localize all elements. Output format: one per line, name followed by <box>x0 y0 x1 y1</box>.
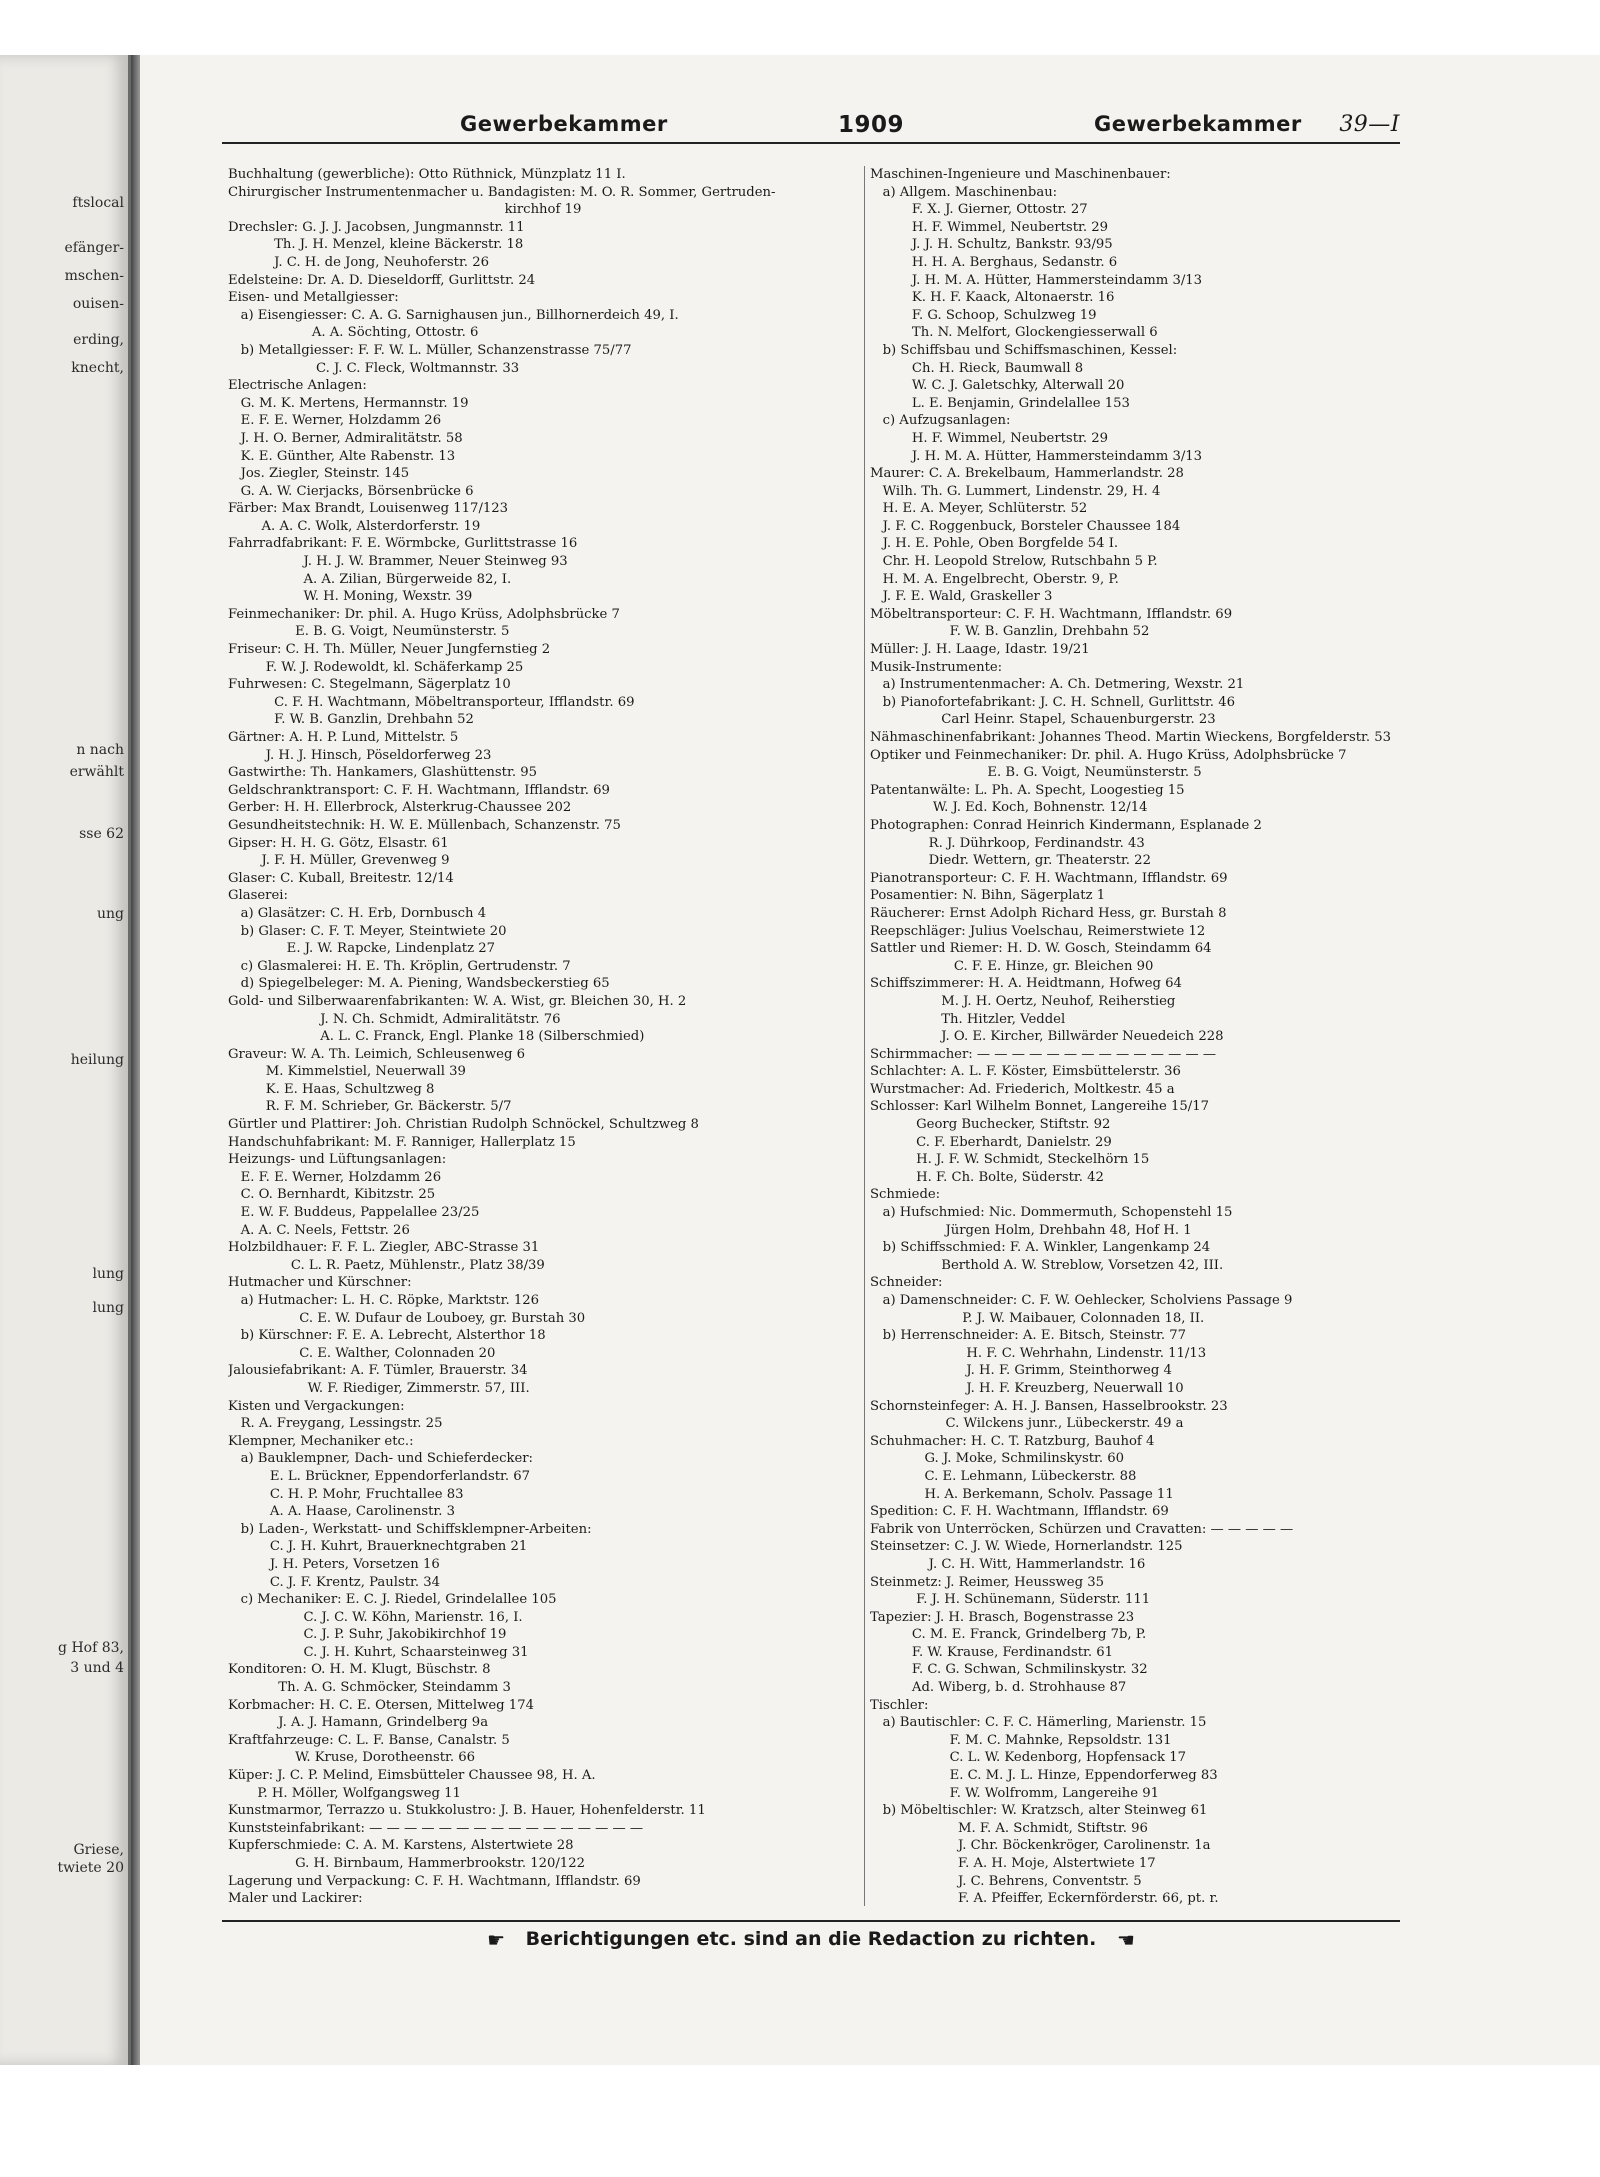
directory-entry: Nähmaschinenfabrikant: Johannes Theod. Martin Wieckens, Borgfelderstr. 53 <box>870 730 1392 745</box>
directory-entry: J. H. J. Hinsch, Pöseldorferweg 23 <box>228 747 492 763</box>
directory-entry: Tischler: <box>870 1697 929 1713</box>
directory-entry: J. N. Ch. Schmidt, Admiralitätstr. 76 <box>228 1011 561 1027</box>
directory-entry: kirchhof 19 <box>228 202 582 218</box>
directory-entry: C. J. C. W. Köhn, Marienstr. 16, I. <box>228 1609 523 1625</box>
directory-entry: W. C. J. Galetschky, Alterwall 20 <box>870 378 1125 394</box>
directory-entry: c) Glasmalerei: H. E. Th. Kröplin, Gertrudenstr. 7 <box>228 958 571 974</box>
directory-entry: E. F. E. Werner, Holzdamm 26 <box>228 1169 442 1185</box>
directory-entry: Spedition: C. F. H. Wachtmann, Ifflandstr. 69 <box>870 1504 1169 1520</box>
directory-entry: Friseur: C. H. Th. Müller, Neuer Jungfernstieg 2 <box>228 642 551 658</box>
directory-entry: Graveur: W. A. Th. Leimich, Schleusenweg 6 <box>228 1046 525 1062</box>
directory-entry: b) Schiffsbau und Schiffsmaschinen, Kessel: <box>870 342 1178 358</box>
header-left-title: Gewerbekammer <box>460 112 668 136</box>
directory-entry: J. F. H. Müller, Grevenweg 9 <box>228 853 450 869</box>
margin-fragment: 3 und 4 <box>70 1660 124 1676</box>
directory-entry: Th. A. G. Schmöcker, Steindamm 3 <box>228 1680 511 1696</box>
directory-entry: Kraftfahrzeuge: C. L. F. Banse, Canalstr. 5 <box>228 1732 510 1748</box>
directory-entry: C. J. P. Suhr, Jakobikirchhof 19 <box>228 1627 507 1643</box>
directory-entry: R. J. Dührkoop, Ferdinandstr. 43 <box>870 835 1145 851</box>
directory-entry: Gesundheitstechnik: H. W. E. Müllenbach, Schanzenstr. 75 <box>228 817 621 833</box>
margin-fragment: knecht, <box>71 360 124 376</box>
directory-entry: J. H. M. A. Hütter, Hammersteindamm 3/13 <box>870 448 1203 464</box>
margin-fragment: ouisen- <box>72 296 124 312</box>
pointing-hand-icon: ☛ <box>487 1928 506 1952</box>
margin-fragment: ftslocal <box>72 195 124 211</box>
directory-entry: R. F. M. Schrieber, Gr. Bäckerstr. 5/7 <box>228 1099 512 1115</box>
directory-entry: A. L. C. Franck, Engl. Planke 18 (Silberschmied) <box>228 1029 645 1045</box>
directory-entry: Schlachter: A. L. F. Köster, Eimsbüttelerstr. 36 <box>870 1064 1181 1080</box>
directory-entry: Tapezier: J. H. Brasch, Bogenstrasse 23 <box>870 1609 1135 1625</box>
margin-fragment: sse 62 <box>79 826 124 842</box>
directory-entry: Schuhmacher: H. C. T. Ratzburg, Bauhof 4 <box>870 1433 1155 1449</box>
directory-entry: J. H. O. Berner, Admiralitätstr. 58 <box>228 430 463 446</box>
directory-entry: Buchhaltung (gewerbliche): Otto Rüthnick, Münzplatz 11 I. <box>228 167 626 182</box>
page-number: 39—I <box>1339 112 1400 137</box>
margin-fragment: heilung <box>70 1052 124 1068</box>
directory-entry: Jürgen Holm, Drehbahn 48, Hof H. 1 <box>870 1222 1192 1238</box>
directory-entry: A. A. C. Wolk, Alsterdorferstr. 19 <box>228 518 481 534</box>
directory-entry: Möbeltransporteur: C. F. H. Wachtmann, Ifflandstr. 69 <box>870 606 1233 622</box>
directory-entry: b) Laden-, Werkstatt- und Schiffsklempner-Arbeiten: <box>228 1521 592 1537</box>
pointing-hand-icon: ☚ <box>1116 1928 1135 1952</box>
directory-entry: b) Herrenschneider: A. E. Bitsch, Steinstr. 77 <box>870 1328 1187 1344</box>
directory-entry: a) Damenschneider: C. F. W. Oehlecker, Scholviens Passage 9 <box>870 1293 1293 1308</box>
directory-entry: C. O. Bernhardt, Kibitzstr. 25 <box>228 1187 436 1203</box>
directory-entry: C. J. C. Fleck, Woltmannstr. 33 <box>228 360 520 376</box>
directory-entry: Handschuhfabrikant: M. F. Ranniger, Hallerplatz 15 <box>228 1134 576 1150</box>
directory-entry: Diedr. Wettern, gr. Theaterstr. 22 <box>870 853 1151 869</box>
directory-entry: a) Bauklempner, Dach- und Schieferdecker: <box>228 1451 533 1467</box>
directory-entry: Müller: J. H. Laage, Idastr. 19/21 <box>870 642 1090 658</box>
directory-entry: L. E. Benjamin, Grindelallee 153 <box>870 395 1130 411</box>
directory-entry: Gerber: H. H. Ellerbrock, Alsterkrug-Chaussee 202 <box>228 800 572 816</box>
directory-entry: C. E. Walther, Colonnaden 20 <box>228 1345 496 1361</box>
directory-entry: Posamentier: N. Bihn, Sägerplatz 1 <box>870 888 1106 904</box>
directory-entry: J. H. J. W. Brammer, Neuer Steinweg 93 <box>228 554 568 570</box>
directory-entry: W. F. Riediger, Zimmerstr. 57, III. <box>228 1380 530 1396</box>
directory-entry: J. H. M. A. Hütter, Hammersteindamm 3/13 <box>870 272 1203 288</box>
directory-entry: Carl Heinr. Stapel, Schauenburgerstr. 23 <box>870 712 1216 728</box>
directory-entry: Musik-Instrumente: <box>870 659 1003 675</box>
directory-entry: Jalousiefabrikant: A. F. Tümler, Brauerstr. 34 <box>228 1363 528 1379</box>
directory-entry: J. J. H. Schultz, Bankstr. 93/95 <box>870 237 1113 253</box>
previous-page-margin <box>0 55 131 2065</box>
directory-entry: G. H. Birnbaum, Hammerbrookstr. 120/122 <box>228 1856 585 1871</box>
directory-entry: Sattler und Riemer: H. D. W. Gosch, Steindamm 64 <box>870 941 1212 957</box>
directory-entry: Fabrik von Unterröcken, Schürzen und Cravatten: — — — — — <box>870 1521 1294 1537</box>
directory-entry: M. J. H. Oertz, Neuhof, Reiherstieg <box>870 993 1176 1009</box>
directory-entry: Kunststeinfabrikant: — — — — — — — — — — — — — — — — <box>228 1820 644 1836</box>
directory-entry: J. C. Behrens, Conventstr. 5 <box>870 1873 1142 1889</box>
directory-entry: H. M. A. Engelbrecht, Oberstr. 9, P. <box>870 571 1119 587</box>
directory-entry: E. B. G. Voigt, Neumünsterstr. 5 <box>228 624 510 640</box>
margin-fragment: g Hof 83, <box>58 1640 124 1656</box>
margin-fragment: Griese, <box>73 1842 124 1858</box>
directory-entry: F. X. J. Gierner, Ottostr. 27 <box>870 202 1088 218</box>
directory-entry: b) Schiffsschmied: F. A. Winkler, Langenkamp 24 <box>870 1240 1211 1256</box>
margin-fragment: erwählt <box>69 764 124 780</box>
directory-entry: F. W. Wolfromm, Langereihe 91 <box>870 1785 1160 1801</box>
directory-entry: P. H. Möller, Wolfgangsweg 11 <box>228 1785 461 1801</box>
directory-entry: b) Pianofortefabrikant: J. C. H. Schnell, Gurlittstr. 46 <box>870 694 1235 710</box>
directory-entry: F. C. G. Schwan, Schmilinskystr. 32 <box>870 1662 1148 1678</box>
directory-entry: Maurer: C. A. Brekelbaum, Hammerlandstr. 28 <box>870 466 1184 482</box>
directory-entry: Schlosser: Karl Wilhelm Bonnet, Langereihe 15/17 <box>870 1099 1210 1115</box>
directory-entry: Steinsetzer: C. J. W. Wiede, Hornerlandstr. 125 <box>870 1539 1183 1555</box>
directory-entry: J. C. H. de Jong, Neuhoferstr. 26 <box>228 254 489 270</box>
directory-entry: Georg Buchecker, Stiftstr. 92 <box>870 1117 1111 1133</box>
directory-entry: Reepschläger: Julius Voelschau, Reimerstwiete 12 <box>870 923 1206 939</box>
directory-entry: Chr. H. Leopold Strelow, Rutschbahn 5 P. <box>870 554 1158 570</box>
directory-entry: Maler und Lackirer: <box>228 1891 363 1906</box>
directory-entry: G. M. K. Mertens, Hermannstr. 19 <box>228 395 469 411</box>
directory-entry: F. G. Schoop, Schulzweg 19 <box>870 307 1097 323</box>
directory-entry: Jos. Ziegler, Steinstr. 145 <box>228 466 410 482</box>
directory-entry: Th. J. H. Menzel, kleine Bäckerstr. 18 <box>228 237 524 253</box>
directory-entry: J. H. F. Grimm, Steinthorweg 4 <box>870 1363 1172 1379</box>
directory-entry: H. F. C. Wehrhahn, Lindenstr. 11/13 <box>870 1345 1207 1361</box>
directory-entry: Kisten und Vergackungen: <box>228 1398 405 1414</box>
directory-entry: Glaserei: <box>228 888 288 904</box>
directory-entry: H. F. Wimmel, Neubertstr. 29 <box>870 430 1109 446</box>
directory-entry: Feinmechaniker: Dr. phil. A. Hugo Krüss, Adolphsbrücke 7 <box>228 606 620 622</box>
directory-entry: C. J. F. Krentz, Paulstr. 34 <box>228 1574 441 1590</box>
directory-entry: Lagerung und Verpackung: C. F. H. Wachtmann, Ifflandstr. 69 <box>228 1873 641 1889</box>
directory-entry: J. Chr. Böckenkröger, Carolinenstr. 1a <box>870 1838 1211 1854</box>
margin-fragment: ung <box>97 906 124 922</box>
column-divider <box>864 166 865 1906</box>
directory-entry: Heizungs- und Lüftungsanlagen: <box>228 1152 447 1168</box>
directory-entry: W. J. Ed. Koch, Bohnenstr. 12/14 <box>870 800 1148 816</box>
directory-entry: P. J. W. Maibauer, Colonnaden 18, II. <box>870 1310 1205 1326</box>
footer-rule <box>222 1920 1400 1922</box>
directory-entry: Gold- und Silberwaarenfabrikanten: W. A. Wist, gr. Bleichen 30, H. 2 <box>228 993 687 1009</box>
directory-entry: E. F. E. Werner, Holzdamm 26 <box>228 413 442 429</box>
directory-entry: C. M. E. Franck, Grindelberg 7b, P. <box>870 1627 1147 1643</box>
directory-entry: E. W. F. Buddeus, Pappelallee 23/25 <box>228 1205 480 1221</box>
directory-entry: Kunstmarmor, Terrazzo u. Stukkolustro: J. B. Hauer, Hohenfelderstr. 11 <box>228 1803 706 1819</box>
directory-entry: Electrische Anlagen: <box>228 378 367 394</box>
directory-entry: Steinmetz: J. Reimer, Heussweg 35 <box>870 1574 1105 1590</box>
directory-entry: Berthold A. W. Streblow, Vorsetzen 42, III. <box>870 1257 1224 1273</box>
directory-entry: Geldschranktransport: C. F. H. Wachtmann, Ifflandstr. 69 <box>228 782 610 798</box>
left-column <box>228 166 850 1906</box>
directory-entry: Ch. H. Rieck, Baumwall 8 <box>870 360 1084 376</box>
directory-entry: a) Eisengiesser: C. A. G. Sarnighausen jun., Billhornerdeich 49, I. <box>228 307 679 323</box>
book-spine <box>131 55 140 2065</box>
directory-entry: F. M. C. Mahnke, Repsoldstr. 131 <box>870 1732 1172 1748</box>
right-column <box>870 166 1400 1906</box>
directory-entry: A. A. Haase, Carolinenstr. 3 <box>228 1504 456 1520</box>
header-right-title: Gewerbekammer <box>1094 112 1302 136</box>
directory-entry: W. H. Moning, Wexstr. 39 <box>228 589 473 605</box>
directory-entry: Gärtner: A. H. P. Lund, Mittelstr. 5 <box>228 730 459 745</box>
margin-fragment: n nach <box>76 742 124 758</box>
directory-entry: Holzbildhauer: F. F. L. Ziegler, ABC-Strasse 31 <box>228 1240 540 1256</box>
directory-entry: b) Metallgiesser: F. F. W. L. Müller, Schanzenstrasse 75/77 <box>228 342 632 358</box>
directory-entry: C. F. H. Wachtmann, Möbeltransporteur, Ifflandstr. 69 <box>228 694 635 710</box>
directory-entry: Fuhrwesen: C. Stegelmann, Sägerplatz 10 <box>228 677 511 693</box>
directory-entry: C. J. H. Kuhrt, Brauerknechtgraben 21 <box>228 1539 528 1555</box>
directory-entry: F. W. B. Ganzlin, Drehbahn 52 <box>870 624 1150 640</box>
directory-entry: C. E. Lehmann, Lübeckerstr. 88 <box>870 1468 1137 1484</box>
directory-entry: H. A. Berkemann, Scholv. Passage 11 <box>870 1486 1174 1502</box>
directory-entry: Räucherer: Ernst Adolph Richard Hess, gr. Burstah 8 <box>870 905 1227 921</box>
directory-entry: M. F. A. Schmidt, Stiftstr. 96 <box>870 1820 1148 1836</box>
directory-entry: J. H. Peters, Vorsetzen 16 <box>228 1556 440 1572</box>
directory-entry: E. L. Brückner, Eppendorferlandstr. 67 <box>228 1468 531 1484</box>
directory-entry: Färber: Max Brandt, Louisenweg 117/123 <box>228 501 509 517</box>
directory-entry: J. O. E. Kircher, Billwärder Neuedeich 228 <box>870 1029 1224 1045</box>
directory-entry: F. W. B. Ganzlin, Drehbahn 52 <box>228 712 474 728</box>
margin-fragment: erding, <box>73 332 124 348</box>
directory-entry: a) Glasätzer: C. H. Erb, Dornbusch 4 <box>228 905 487 921</box>
margin-fragment: twiete 20 <box>57 1860 124 1876</box>
directory-entry: C. F. E. Hinze, gr. Bleichen 90 <box>870 958 1154 974</box>
directory-entry: c) Aufzugsanlagen: <box>870 413 1011 429</box>
directory-entry: Schiffszimmerer: H. A. Heidtmann, Hofweg 64 <box>870 976 1182 992</box>
directory-entry: J. C. H. Witt, Hammerlandstr. 16 <box>870 1556 1146 1572</box>
directory-entry: E. J. W. Rapcke, Lindenplatz 27 <box>228 941 496 957</box>
directory-entry: G. A. W. Cierjacks, Börsenbrücke 6 <box>228 483 474 499</box>
directory-entry: Optiker und Feinmechaniker: Dr. phil. A. Hugo Krüss, Adolphsbrücke 7 <box>870 747 1347 763</box>
directory-entry: Photographen: Conrad Heinrich Kindermann, Esplanade 2 <box>870 817 1262 833</box>
directory-entry: A. A. C. Neels, Fettstr. 26 <box>228 1222 410 1238</box>
directory-entry: C. Wilckens junr., Lübeckerstr. 49 a <box>870 1416 1184 1432</box>
directory-entry: F. A. Pfeiffer, Eckernförderstr. 66, pt. r. <box>870 1891 1219 1906</box>
page-header <box>222 112 1400 144</box>
directory-entry: E. B. G. Voigt, Neumünsterstr. 5 <box>870 765 1202 781</box>
directory-entry: J. H. F. Kreuzberg, Neuerwall 10 <box>870 1380 1184 1396</box>
directory-entry: Ad. Wiberg, b. d. Strohhause 87 <box>870 1680 1127 1696</box>
directory-entry: d) Spiegelbeleger: M. A. Piening, Wandsbeckerstieg 65 <box>228 976 610 992</box>
footer-note-text: Berichtigungen etc. sind an die Redaction zu richten. <box>525 1928 1097 1950</box>
directory-entry: Klempner, Mechaniker etc.: <box>228 1433 414 1449</box>
directory-entry: K. H. F. Kaack, Altonaerstr. 16 <box>870 290 1115 306</box>
directory-entry: Drechsler: G. J. J. Jacobsen, Jungmannstr. 11 <box>228 219 525 235</box>
directory-entry: b) Kürschner: F. E. A. Lebrecht, Alsterthor 18 <box>228 1328 546 1344</box>
directory-entry: a) Instrumentenmacher: A. Ch. Detmering, Wexstr. 21 <box>870 677 1245 693</box>
directory-entry: Schmiede: <box>870 1187 941 1203</box>
directory-entry: Maschinen-Ingenieure und Maschinenbauer: <box>870 167 1171 182</box>
directory-entry: C. E. W. Dufaur de Louboey, gr. Burstah 30 <box>228 1310 586 1326</box>
directory-entry: Gastwirthe: Th. Hankamers, Glashüttenstr. 95 <box>228 765 538 781</box>
directory-entry: Schirmmacher: — — — — — — — — — — — — — — <box>870 1046 1217 1062</box>
directory-entry: b) Glaser: C. F. T. Meyer, Steintwiete 20 <box>228 923 507 939</box>
directory-entry: Schornsteinfeger: A. H. J. Bansen, Hasselbrookstr. 23 <box>870 1398 1228 1414</box>
directory-entry: W. Kruse, Dorotheenstr. 66 <box>228 1750 476 1766</box>
directory-entry: Th. Hitzler, Veddel <box>870 1011 1066 1027</box>
directory-entry: H. F. Ch. Bolte, Süderstr. 42 <box>870 1169 1104 1185</box>
directory-entry: Wurstmacher: Ad. Friederich, Moltkestr. 45 a <box>870 1081 1175 1097</box>
directory-entry: Küper: J. C. P. Melind, Eimsbütteler Chaussee 98, H. A. <box>228 1768 596 1784</box>
directory-entry: a) Hufschmied: Nic. Dommermuth, Schopenstehl 15 <box>870 1205 1233 1221</box>
directory-entry: Edelsteine: Dr. A. D. Dieseldorff, Gurlittstr. 24 <box>228 272 536 288</box>
directory-entry: a) Allgem. Maschinenbau: <box>870 184 1058 200</box>
directory-entry: Gipser: H. H. G. Götz, Elsastr. 61 <box>228 835 449 851</box>
directory-entry: C. H. P. Mohr, Fruchtallee 83 <box>228 1486 464 1502</box>
directory-entry: Korbmacher: H. C. E. Otersen, Mittelweg 174 <box>228 1697 534 1713</box>
directory-entry: H. F. Wimmel, Neubertstr. 29 <box>870 219 1109 235</box>
directory-entry: A. A. Söchting, Ottostr. 6 <box>228 325 479 341</box>
directory-entry: Hutmacher und Kürschner: <box>228 1275 412 1291</box>
directory-entry: Konditoren: O. H. M. Klugt, Büschstr. 8 <box>228 1662 491 1678</box>
directory-entry: K. E. Günther, Alte Rabenstr. 13 <box>228 448 456 464</box>
directory-entry: Fahrradfabrikant: F. E. Wörmbcke, Gurlittstrasse 16 <box>228 536 578 552</box>
directory-entry: H. J. F. W. Schmidt, Steckelhörn 15 <box>870 1152 1150 1168</box>
margin-fragment: lung <box>92 1300 124 1316</box>
directory-entry: Wilh. Th. G. Lummert, Lindenstr. 29, H. 4 <box>870 483 1161 499</box>
directory-entry: M. Kimmelstiel, Neuerwall 39 <box>228 1064 466 1080</box>
margin-fragment: lung <box>92 1266 124 1282</box>
directory-entry: C. L. R. Paetz, Mühlenstr., Platz 38/39 <box>228 1257 545 1273</box>
directory-entry: C. J. H. Kuhrt, Schaarsteinweg 31 <box>228 1644 529 1660</box>
directory-entry: Th. N. Melfort, Glockengiesserwall 6 <box>870 325 1158 341</box>
directory-entry: F. A. H. Moje, Alstertwiete 17 <box>870 1856 1156 1871</box>
directory-entry: J. F. E. Wald, Graskeller 3 <box>870 589 1053 605</box>
directory-entry: b) Möbeltischler: W. Kratzsch, alter Steinweg 61 <box>870 1803 1208 1819</box>
margin-fragment: efänger- <box>64 240 124 256</box>
directory-entry: E. C. M. J. L. Hinze, Eppendorferweg 83 <box>870 1768 1218 1784</box>
directory-entry: K. E. Haas, Schultzweg 8 <box>228 1081 435 1097</box>
directory-entry: Schneider: <box>870 1275 943 1291</box>
directory-entry: F. W. J. Rodewoldt, kl. Schäferkamp 25 <box>228 659 524 675</box>
directory-entry: F. W. Krause, Ferdinandstr. 61 <box>870 1644 1114 1660</box>
directory-entry: F. J. H. Schünemann, Süderstr. 111 <box>870 1592 1151 1608</box>
directory-entry: a) Bautischler: C. F. C. Hämerling, Marienstr. 15 <box>870 1715 1207 1731</box>
directory-entry: Chirurgischer Instrumentenmacher u. Bandagisten: M. O. R. Sommer, Gertruden- <box>228 184 776 200</box>
directory-entry: H. H. A. Berghaus, Sedanstr. 6 <box>870 254 1118 270</box>
directory-entry: G. J. Moke, Schmilinskystr. 60 <box>870 1451 1125 1467</box>
directory-entry: a) Hutmacher: L. H. C. Röpke, Marktstr. 126 <box>228 1293 540 1308</box>
footer <box>222 1928 1400 1952</box>
directory-entry: c) Mechaniker: E. C. J. Riedel, Grindelallee 105 <box>228 1592 557 1608</box>
directory-entry: Patentanwälte: L. Ph. A. Specht, Loogestieg 15 <box>870 782 1185 798</box>
margin-fragment: mschen- <box>64 268 124 284</box>
directory-entry: C. F. Eberhardt, Danielstr. 29 <box>870 1134 1112 1150</box>
header-year: 1909 <box>838 112 905 138</box>
directory-entry: J. A. J. Hamann, Grindelberg 9a <box>228 1715 489 1731</box>
directory-entry: Pianotransporteur: C. F. H. Wachtmann, Ifflandstr. 69 <box>870 870 1228 886</box>
directory-entry: Eisen- und Metallgiesser: <box>228 290 399 306</box>
directory-entry: Glaser: C. Kuball, Breitestr. 12/14 <box>228 870 454 886</box>
directory-entry: R. A. Freygang, Lessingstr. 25 <box>228 1416 443 1432</box>
directory-entry: A. A. Zilian, Bürgerweide 82, I. <box>228 571 512 587</box>
directory-entry: Gürtler und Plattirer: Joh. Christian Rudolph Schnöckel, Schultzweg 8 <box>228 1117 699 1133</box>
directory-entry: J. F. C. Roggenbuck, Borsteler Chaussee 184 <box>870 518 1181 534</box>
directory-entry: C. L. W. Kedenborg, Hopfensack 17 <box>870 1750 1187 1766</box>
directory-entry: H. E. A. Meyer, Schlüterstr. 52 <box>870 501 1088 517</box>
directory-entry: J. H. E. Pohle, Oben Borgfelde 54 I. <box>870 536 1119 552</box>
directory-entry: Kupferschmiede: C. A. M. Karstens, Alstertwiete 28 <box>228 1838 574 1854</box>
